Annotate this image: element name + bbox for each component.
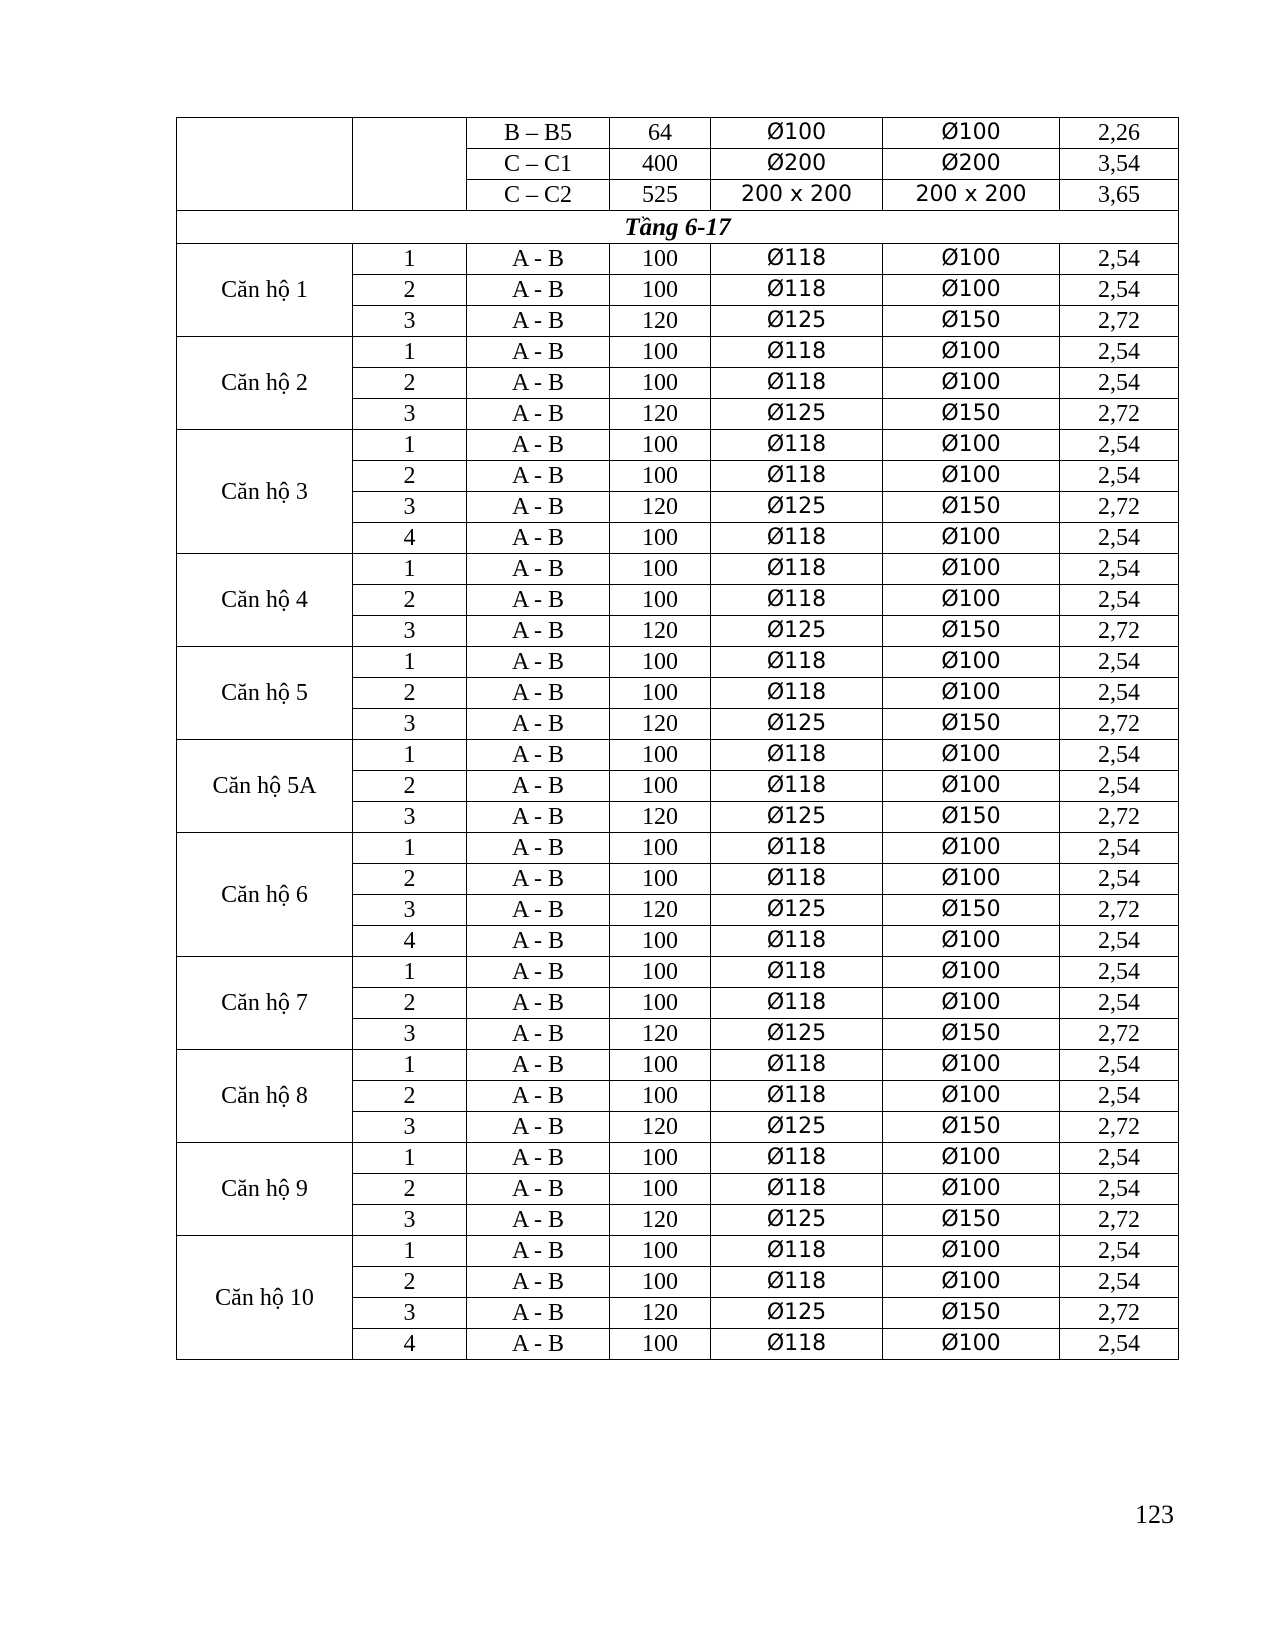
flow-cell: 100 (610, 647, 711, 678)
segment-cell: A - B (467, 1174, 610, 1205)
index-cell: 3 (353, 616, 467, 647)
velocity-cell: 2,54 (1060, 864, 1179, 895)
diameter-cell: Ø118 (711, 926, 883, 957)
velocity-cell: 2,54 (1060, 523, 1179, 554)
empty-cell (177, 118, 353, 211)
velocity-cell: 2,26 (1060, 118, 1179, 149)
velocity-cell: 3,65 (1060, 180, 1179, 211)
velocity-cell: 2,72 (1060, 802, 1179, 833)
index-cell: 1 (353, 554, 467, 585)
flow-cell: 100 (610, 1143, 711, 1174)
segment-cell: A - B (467, 399, 610, 430)
table-row (177, 1236, 1179, 1267)
diameter-cell: Ø125 (711, 399, 883, 430)
segment-cell: A - B (467, 337, 610, 368)
segment-cell: A - B (467, 1081, 610, 1112)
diameter-cell: Ø100 (883, 864, 1060, 895)
segment-cell: C – C2 (467, 180, 610, 211)
apartment-name: Căn hộ 6 (177, 833, 353, 957)
segment-cell: A - B (467, 275, 610, 306)
diameter-cell: Ø100 (883, 244, 1060, 275)
diameter-cell: Ø118 (711, 244, 883, 275)
flow-cell: 100 (610, 926, 711, 957)
apartment-name: Căn hộ 10 (177, 1236, 353, 1360)
index-cell: 4 (353, 1329, 467, 1360)
flow-cell: 120 (610, 1298, 711, 1329)
apartment-name: Căn hộ 2 (177, 337, 353, 430)
velocity-cell: 2,54 (1060, 771, 1179, 802)
flow-cell: 100 (610, 585, 711, 616)
segment-cell: A - B (467, 492, 610, 523)
diameter-cell: Ø150 (883, 895, 1060, 926)
diameter-cell: Ø100 (883, 585, 1060, 616)
diameter-cell: Ø118 (711, 1143, 883, 1174)
flow-cell: 100 (610, 523, 711, 554)
segment-cell: A - B (467, 864, 610, 895)
diameter-cell: Ø125 (711, 802, 883, 833)
diameter-cell: Ø125 (711, 616, 883, 647)
segment-cell: A - B (467, 523, 610, 554)
flow-cell: 100 (610, 244, 711, 275)
velocity-cell: 2,54 (1060, 1081, 1179, 1112)
velocity-cell: 2,54 (1060, 833, 1179, 864)
segment-cell: A - B (467, 368, 610, 399)
index-cell: 1 (353, 244, 467, 275)
segment-cell: A - B (467, 988, 610, 1019)
index-cell: 2 (353, 585, 467, 616)
segment-cell: A - B (467, 616, 610, 647)
index-cell: 2 (353, 678, 467, 709)
diameter-cell: Ø125 (711, 1019, 883, 1050)
velocity-cell: 2,54 (1060, 988, 1179, 1019)
diameter-cell: Ø100 (883, 430, 1060, 461)
velocity-cell: 2,54 (1060, 244, 1179, 275)
diameter-cell: Ø100 (883, 554, 1060, 585)
velocity-cell: 2,72 (1060, 1205, 1179, 1236)
flow-cell: 120 (610, 895, 711, 926)
segment-cell: A - B (467, 1298, 610, 1329)
segment-cell: A - B (467, 244, 610, 275)
velocity-cell: 2,72 (1060, 709, 1179, 740)
velocity-cell: 2,54 (1060, 368, 1179, 399)
segment-cell: A - B (467, 461, 610, 492)
velocity-cell: 2,72 (1060, 1298, 1179, 1329)
flow-cell: 120 (610, 492, 711, 523)
diameter-cell: Ø150 (883, 1298, 1060, 1329)
segment-cell: A - B (467, 1205, 610, 1236)
diameter-cell: Ø118 (711, 771, 883, 802)
apartment-name: Căn hộ 3 (177, 430, 353, 554)
segment-cell: A - B (467, 554, 610, 585)
segment-cell: A - B (467, 1050, 610, 1081)
segment-cell: A - B (467, 926, 610, 957)
flow-cell: 100 (610, 864, 711, 895)
index-cell: 1 (353, 833, 467, 864)
flow-cell: 100 (610, 740, 711, 771)
table-row (177, 337, 1179, 368)
apartment-name: Căn hộ 4 (177, 554, 353, 647)
flow-cell: 100 (610, 957, 711, 988)
apartment-name: Căn hộ 9 (177, 1143, 353, 1236)
index-cell: 4 (353, 926, 467, 957)
segment-cell: A - B (467, 1236, 610, 1267)
diameter-cell: Ø118 (711, 523, 883, 554)
diameter-cell: Ø125 (711, 895, 883, 926)
diameter-cell: Ø200 (711, 149, 883, 180)
diameter-cell: 200 x 200 (883, 180, 1060, 211)
index-cell: 1 (353, 430, 467, 461)
flow-cell: 120 (610, 709, 711, 740)
segment-cell: A - B (467, 740, 610, 771)
diameter-cell: Ø118 (711, 275, 883, 306)
flow-cell: 120 (610, 306, 711, 337)
flow-cell: 100 (610, 554, 711, 585)
flow-cell: 120 (610, 1019, 711, 1050)
velocity-cell: 2,54 (1060, 585, 1179, 616)
velocity-cell: 2,54 (1060, 1174, 1179, 1205)
diameter-cell: Ø150 (883, 709, 1060, 740)
segment-cell: A - B (467, 895, 610, 926)
index-cell: 1 (353, 1050, 467, 1081)
table-row (177, 647, 1179, 678)
segment-cell: A - B (467, 1112, 610, 1143)
diameter-cell: Ø100 (883, 1174, 1060, 1205)
apartment-name: Căn hộ 5A (177, 740, 353, 833)
diameter-cell: Ø100 (883, 740, 1060, 771)
table-row (177, 244, 1179, 275)
diameter-cell: Ø100 (883, 368, 1060, 399)
diameter-cell: Ø118 (711, 554, 883, 585)
flow-cell: 100 (610, 461, 711, 492)
velocity-cell: 2,54 (1060, 430, 1179, 461)
diameter-cell: Ø100 (883, 1329, 1060, 1360)
diameter-cell: Ø118 (711, 1081, 883, 1112)
index-cell: 2 (353, 1267, 467, 1298)
segment-cell: A - B (467, 833, 610, 864)
index-cell: 3 (353, 895, 467, 926)
diameter-cell: Ø100 (883, 771, 1060, 802)
segment-cell: A - B (467, 647, 610, 678)
index-cell: 4 (353, 523, 467, 554)
diameter-cell: Ø100 (883, 1081, 1060, 1112)
table-row (177, 1143, 1179, 1174)
index-cell: 3 (353, 1205, 467, 1236)
segment-cell: A - B (467, 1329, 610, 1360)
diameter-cell: Ø118 (711, 833, 883, 864)
index-cell: 2 (353, 461, 467, 492)
flow-cell: 100 (610, 1236, 711, 1267)
flow-cell: 100 (610, 337, 711, 368)
diameter-cell: Ø125 (711, 492, 883, 523)
index-cell: 3 (353, 399, 467, 430)
diameter-cell: Ø118 (711, 1174, 883, 1205)
diameter-cell: Ø118 (711, 988, 883, 1019)
velocity-cell: 2,72 (1060, 895, 1179, 926)
diameter-cell: Ø118 (711, 864, 883, 895)
index-cell: 2 (353, 864, 467, 895)
velocity-cell: 2,72 (1060, 616, 1179, 647)
flow-cell: 100 (610, 275, 711, 306)
flow-cell: 120 (610, 802, 711, 833)
segment-cell: A - B (467, 1019, 610, 1050)
index-cell: 3 (353, 492, 467, 523)
diameter-cell: Ø150 (883, 306, 1060, 337)
diameter-cell: Ø100 (883, 647, 1060, 678)
velocity-cell: 2,54 (1060, 1143, 1179, 1174)
diameter-cell: Ø150 (883, 399, 1060, 430)
empty-cell (353, 118, 467, 211)
flow-cell: 100 (610, 1329, 711, 1360)
table-row (177, 118, 1179, 149)
index-cell: 3 (353, 1112, 467, 1143)
velocity-cell: 2,54 (1060, 1329, 1179, 1360)
diameter-cell: Ø118 (711, 430, 883, 461)
diameter-cell: Ø100 (883, 1267, 1060, 1298)
diameter-cell: Ø118 (711, 1267, 883, 1298)
index-cell: 1 (353, 957, 467, 988)
index-cell: 2 (353, 988, 467, 1019)
flow-cell: 120 (610, 1112, 711, 1143)
segment-cell: A - B (467, 678, 610, 709)
diameter-cell: Ø100 (883, 337, 1060, 368)
flow-cell: 100 (610, 678, 711, 709)
flow-cell: 120 (610, 399, 711, 430)
table-row (177, 554, 1179, 585)
segment-cell: A - B (467, 306, 610, 337)
apartment-name: Căn hộ 8 (177, 1050, 353, 1143)
index-cell: 3 (353, 1298, 467, 1329)
diameter-cell: Ø118 (711, 957, 883, 988)
table-row (177, 430, 1179, 461)
flow-cell: 64 (610, 118, 711, 149)
diameter-cell: Ø150 (883, 1205, 1060, 1236)
apartment-name: Căn hộ 7 (177, 957, 353, 1050)
flow-cell: 100 (610, 833, 711, 864)
apartment-name: Căn hộ 5 (177, 647, 353, 740)
velocity-cell: 2,72 (1060, 492, 1179, 523)
diameter-cell: Ø150 (883, 616, 1060, 647)
index-cell: 2 (353, 1174, 467, 1205)
index-cell: 2 (353, 771, 467, 802)
velocity-cell: 2,54 (1060, 926, 1179, 957)
segment-cell: C – C1 (467, 149, 610, 180)
diameter-cell: Ø100 (883, 833, 1060, 864)
diameter-cell: Ø118 (711, 461, 883, 492)
segment-cell: A - B (467, 585, 610, 616)
flow-cell: 100 (610, 368, 711, 399)
index-cell: 3 (353, 802, 467, 833)
flow-cell: 120 (610, 1205, 711, 1236)
velocity-cell: 2,54 (1060, 275, 1179, 306)
diameter-cell: Ø125 (711, 1112, 883, 1143)
table-row (177, 740, 1179, 771)
velocity-cell: 2,72 (1060, 399, 1179, 430)
velocity-cell: 2,72 (1060, 1112, 1179, 1143)
diameter-cell: Ø100 (711, 118, 883, 149)
flow-cell: 100 (610, 1050, 711, 1081)
velocity-cell: 2,54 (1060, 1236, 1179, 1267)
diameter-cell: Ø118 (711, 1236, 883, 1267)
flow-cell: 100 (610, 771, 711, 802)
flow-cell: 100 (610, 988, 711, 1019)
diameter-cell: Ø125 (711, 1205, 883, 1236)
diameter-cell: Ø150 (883, 802, 1060, 833)
segment-cell: A - B (467, 709, 610, 740)
section-header-row (177, 211, 1179, 244)
diameter-cell: Ø125 (711, 306, 883, 337)
table-body (177, 118, 1179, 1360)
velocity-cell: 2,54 (1060, 647, 1179, 678)
segment-cell: A - B (467, 430, 610, 461)
diameter-cell: Ø118 (711, 1050, 883, 1081)
flow-cell: 100 (610, 1267, 711, 1298)
diameter-cell: Ø125 (711, 709, 883, 740)
velocity-cell: 2,54 (1060, 740, 1179, 771)
duct-sizing-table (176, 117, 1179, 1360)
velocity-cell: 2,54 (1060, 1267, 1179, 1298)
diameter-cell: Ø118 (711, 585, 883, 616)
diameter-cell: Ø100 (883, 1143, 1060, 1174)
velocity-cell: 2,54 (1060, 554, 1179, 585)
diameter-cell: Ø125 (711, 1298, 883, 1329)
diameter-cell: Ø118 (711, 1329, 883, 1360)
diameter-cell: Ø150 (883, 1019, 1060, 1050)
diameter-cell: Ø200 (883, 149, 1060, 180)
segment-cell: A - B (467, 771, 610, 802)
segment-cell: A - B (467, 1267, 610, 1298)
velocity-cell: 2,54 (1060, 337, 1179, 368)
diameter-cell: Ø100 (883, 1050, 1060, 1081)
index-cell: 2 (353, 275, 467, 306)
diameter-cell: Ø118 (711, 740, 883, 771)
segment-cell: A - B (467, 802, 610, 833)
index-cell: 3 (353, 1019, 467, 1050)
diameter-cell: Ø118 (711, 337, 883, 368)
diameter-cell: 200 x 200 (711, 180, 883, 211)
velocity-cell: 2,54 (1060, 678, 1179, 709)
velocity-cell: 3,54 (1060, 149, 1179, 180)
diameter-cell: Ø100 (883, 957, 1060, 988)
diameter-cell: Ø118 (711, 368, 883, 399)
diameter-cell: Ø100 (883, 118, 1060, 149)
diameter-cell: Ø150 (883, 492, 1060, 523)
flow-cell: 525 (610, 180, 711, 211)
diameter-cell: Ø150 (883, 1112, 1060, 1143)
segment-cell: A - B (467, 957, 610, 988)
index-cell: 3 (353, 709, 467, 740)
flow-cell: 100 (610, 1174, 711, 1205)
diameter-cell: Ø100 (883, 523, 1060, 554)
diameter-cell: Ø100 (883, 926, 1060, 957)
diameter-cell: Ø100 (883, 461, 1060, 492)
table-row (177, 833, 1179, 864)
flow-cell: 100 (610, 1081, 711, 1112)
velocity-cell: 2,54 (1060, 461, 1179, 492)
index-cell: 1 (353, 337, 467, 368)
section-title: Tầng 6-17 (177, 211, 1179, 244)
page-number: 123 (1135, 1500, 1174, 1529)
index-cell: 2 (353, 1081, 467, 1112)
velocity-cell: 2,72 (1060, 1019, 1179, 1050)
index-cell: 1 (353, 1143, 467, 1174)
flow-cell: 120 (610, 616, 711, 647)
diameter-cell: Ø100 (883, 988, 1060, 1019)
index-cell: 1 (353, 1236, 467, 1267)
index-cell: 2 (353, 368, 467, 399)
table-row (177, 1050, 1179, 1081)
segment-cell: B – B5 (467, 118, 610, 149)
flow-cell: 400 (610, 149, 711, 180)
flow-cell: 100 (610, 430, 711, 461)
segment-cell: A - B (467, 1143, 610, 1174)
table-row (177, 957, 1179, 988)
index-cell: 3 (353, 306, 467, 337)
apartment-name: Căn hộ 1 (177, 244, 353, 337)
velocity-cell: 2,72 (1060, 306, 1179, 337)
velocity-cell: 2,54 (1060, 957, 1179, 988)
diameter-cell: Ø100 (883, 1236, 1060, 1267)
index-cell: 1 (353, 740, 467, 771)
velocity-cell: 2,54 (1060, 1050, 1179, 1081)
diameter-cell: Ø100 (883, 678, 1060, 709)
diameter-cell: Ø118 (711, 678, 883, 709)
index-cell: 1 (353, 647, 467, 678)
diameter-cell: Ø100 (883, 275, 1060, 306)
diameter-cell: Ø118 (711, 647, 883, 678)
